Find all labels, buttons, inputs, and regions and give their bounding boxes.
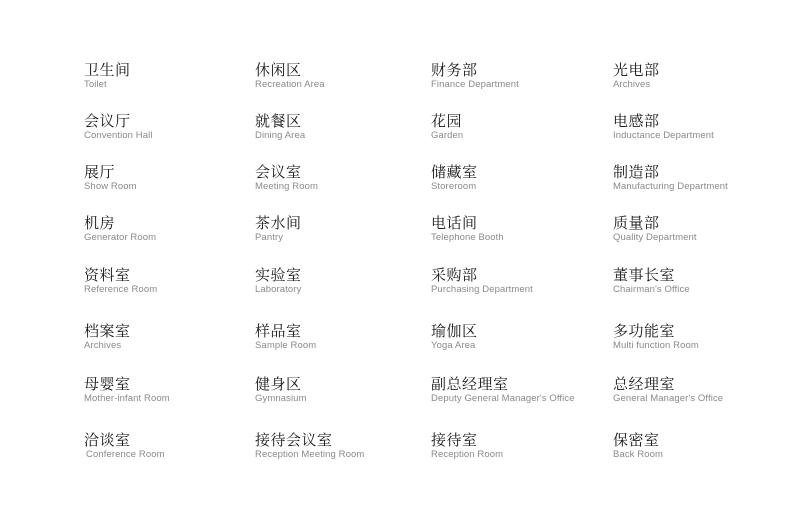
room-name-en: General Manager's Office (613, 393, 724, 404)
room-name-cn: 花园 (431, 112, 463, 130)
room-name-en: Back Room (613, 449, 664, 460)
room-name-en: Convention Hall (84, 130, 153, 141)
room-label (84, 61, 131, 91)
room-label (613, 163, 728, 193)
room-label (255, 431, 364, 461)
room-name-cn: 电感部 (613, 112, 660, 130)
room-name-cn: 制造部 (613, 163, 660, 181)
room-name-cn: 储藏室 (431, 163, 478, 181)
room-label (613, 431, 663, 461)
room-name-en: Laboratory (255, 284, 302, 295)
room-label (613, 214, 697, 244)
room-label (613, 266, 690, 296)
room-name-en: Reference Room (84, 284, 158, 295)
room-name-en: Chairman's Office (613, 284, 690, 295)
room-label (431, 214, 504, 244)
room-name-en: Meeting Room (255, 181, 318, 192)
room-name-cn: 健身区 (255, 375, 302, 393)
room-name-cn: 资料室 (84, 266, 131, 284)
room-label (613, 375, 723, 405)
room-label (431, 112, 463, 142)
room-name-cn: 董事长室 (613, 266, 676, 284)
room-name-en: Toilet (84, 79, 107, 90)
room-label (84, 112, 153, 142)
room-label (613, 112, 714, 142)
room-name-en: Finance Department (431, 79, 519, 90)
room-name-cn: 卫生间 (84, 61, 131, 79)
room-label (613, 322, 699, 352)
room-label (255, 61, 325, 91)
room-label (84, 431, 165, 461)
room-name-cn: 质量部 (613, 214, 660, 232)
room-name-en: Yoga Area (431, 340, 476, 351)
room-name-cn: 接待会议室 (255, 431, 333, 449)
room-label (255, 375, 307, 405)
room-label (84, 375, 170, 405)
room-name-cn: 电话间 (431, 214, 478, 232)
room-name-en: Quality Department (613, 232, 697, 243)
room-name-en: Dining Area (255, 130, 306, 141)
room-name-en: Generator Room (84, 232, 157, 243)
room-label (431, 431, 503, 461)
room-name-en: Show Room (84, 181, 137, 192)
room-name-cn: 展厅 (84, 163, 116, 181)
room-name-cn: 茶水间 (255, 214, 302, 232)
room-label (431, 163, 478, 193)
room-name-en: Telephone Booth (431, 232, 504, 243)
room-name-cn: 保密室 (613, 431, 660, 449)
room-label (255, 214, 302, 244)
room-name-cn: 副总经理室 (431, 375, 509, 393)
room-name-cn: 财务部 (431, 61, 478, 79)
room-label (431, 266, 533, 296)
room-name-en: Archives (84, 340, 122, 351)
room-name-cn: 母婴室 (84, 375, 131, 393)
room-label (255, 163, 318, 193)
room-name-cn: 采购部 (431, 266, 478, 284)
room-name-en: Conference Room (86, 449, 165, 460)
room-name-en: Reception Meeting Room (255, 449, 365, 460)
room-label (84, 266, 157, 296)
room-label (431, 322, 478, 352)
room-name-cn: 多功能室 (613, 322, 676, 340)
room-label (431, 61, 519, 91)
room-name-en: Recreation Area (255, 79, 325, 90)
room-label (84, 163, 137, 193)
room-name-en: Mother-infant Room (84, 393, 170, 404)
room-label (84, 214, 156, 244)
room-name-en: Archives (613, 79, 651, 90)
room-label (84, 322, 131, 352)
room-name-en: Purchasing Department (431, 284, 533, 295)
room-name-en: Pantry (255, 232, 284, 243)
room-name-en: Inductance Department (613, 130, 714, 141)
room-name-cn: 接待室 (431, 431, 478, 449)
room-name-cn: 机房 (84, 214, 116, 232)
room-label (431, 375, 575, 405)
room-name-en: Manufacturing Department (613, 181, 728, 192)
room-name-cn: 休闲区 (255, 61, 302, 79)
room-name-en: Deputy General Manager's Office (431, 393, 575, 404)
room-name-en: Gymnasium (255, 393, 307, 404)
room-name-en: Sample Room (255, 340, 317, 351)
room-name-cn: 就餐区 (255, 112, 302, 130)
room-name-cn: 总经理室 (613, 375, 676, 393)
room-name-cn: 会议室 (255, 163, 302, 181)
room-name-cn: 实验室 (255, 266, 302, 284)
room-name-cn: 光电部 (613, 61, 660, 79)
room-label (255, 112, 305, 142)
room-name-en: Garden (431, 130, 464, 141)
room-label (255, 266, 302, 296)
room-name-en: Storeroom (431, 181, 477, 192)
room-name-cn: 洽谈室 (84, 431, 131, 449)
room-label (613, 61, 660, 91)
room-name-cn: 档案室 (84, 322, 131, 340)
room-name-en: Reception Room (431, 449, 504, 460)
room-name-cn: 瑜伽区 (431, 322, 478, 340)
room-name-cn: 会议厅 (84, 112, 131, 130)
room-label (255, 322, 316, 352)
room-name-en: Multi function Room (613, 340, 699, 351)
room-name-cn: 样品室 (255, 322, 302, 340)
